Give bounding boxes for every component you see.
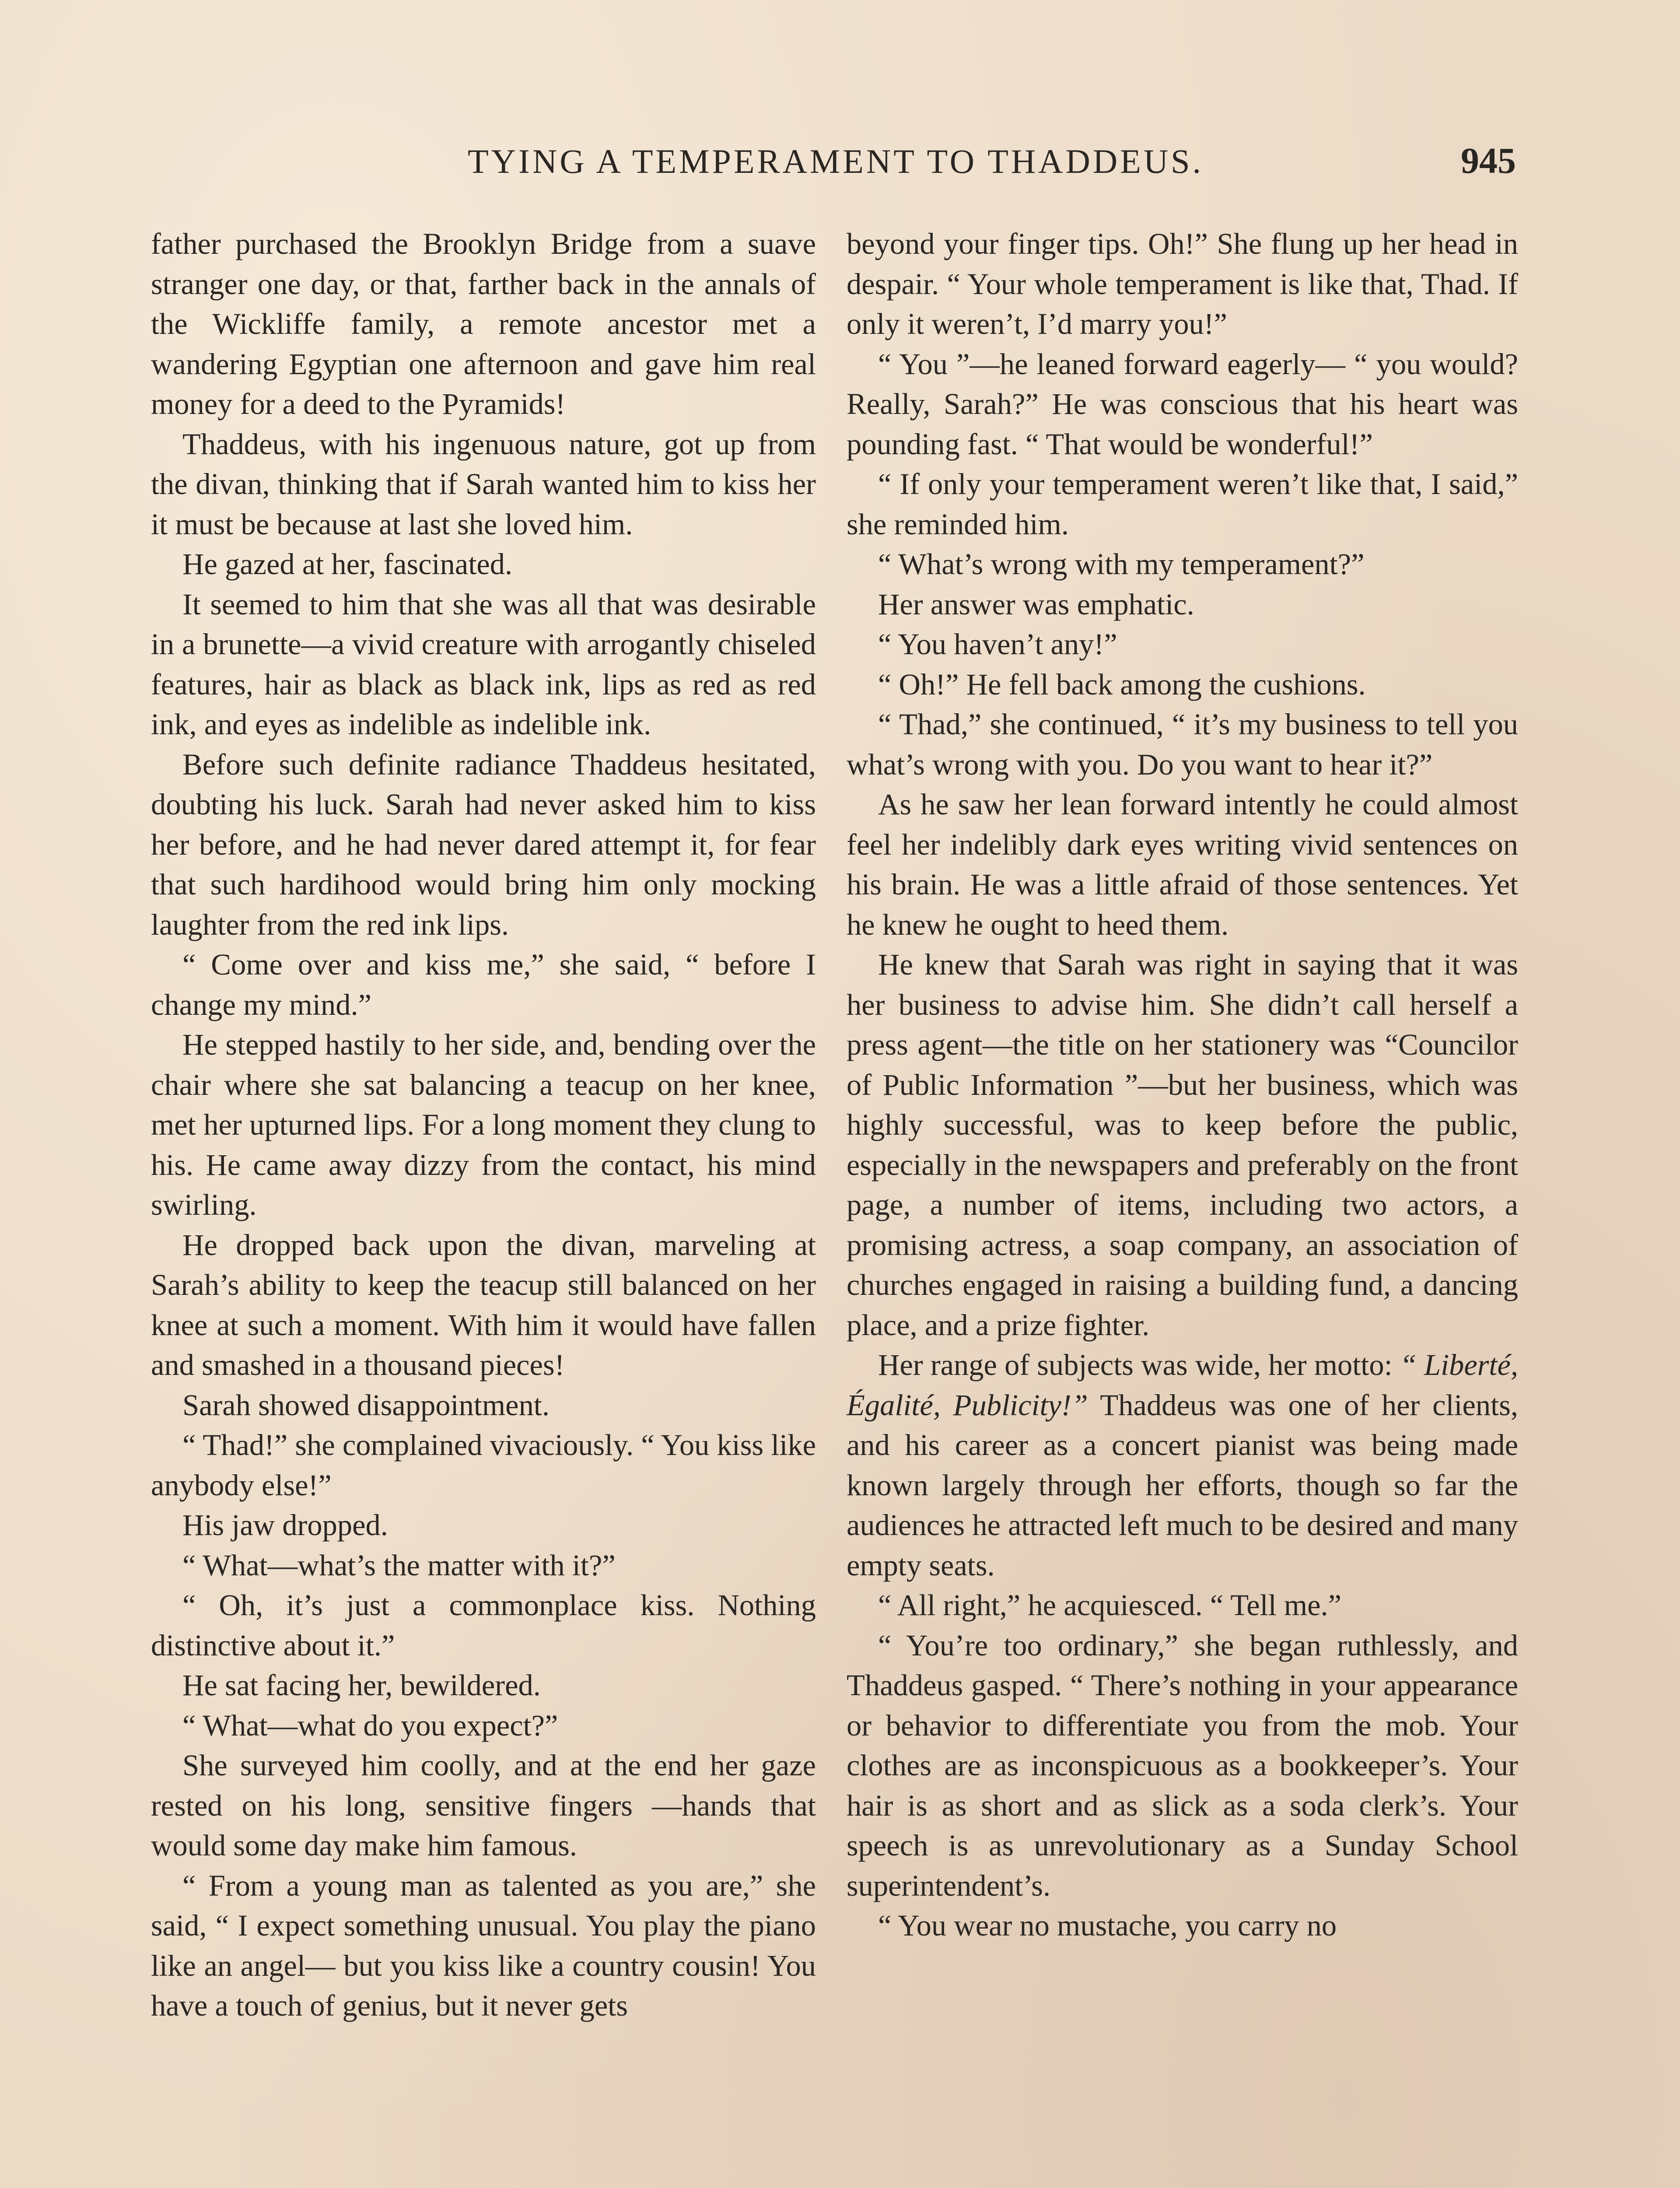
paragraph: “ What’s wrong with my temperament?”	[878, 547, 1365, 581]
paragraph: It seemed to him that she was all that was desirable in a brunette—a vivid creature with arrogantly chiseled features, hair as black as black ink, lips as red as red ink, and eyes as indelible as indelible ink.	[151, 587, 816, 741]
motto-italic: “ Liberté, Égalité, Publicity!”	[847, 1348, 1518, 1422]
paragraph: “ Oh!” He fell back among the cushions.	[878, 667, 1366, 701]
paragraph: “ All right,” he acquiesced. “ Tell me.”	[878, 1588, 1342, 1622]
paragraph: “ You haven’t any!”	[878, 628, 1117, 661]
paragraph: “ You ”—he leaned forward eagerly— “ you would? Really, Sarah?” He was conscious that his heart was pounding fast. “ That would be wonderful!”	[847, 347, 1518, 461]
right-column	[847, 224, 1518, 1946]
paragraph: Thaddeus, with his ingenuous nature, got up from the divan, thinking that if Sarah wanted him to kiss her it must be because at last she loved him.	[151, 427, 816, 541]
paragraph: He gazed at her, fascinated.	[182, 547, 513, 581]
paragraph: He dropped back upon the divan, marveling at Sarah’s ability to keep the teacup still balanced on her knee at such a moment. With him it would have fallen and smashed in a thousand pieces!	[151, 1228, 816, 1382]
paragraph: “ Thad!” she complained vivaciously. “ You kiss like anybody else!”	[151, 1428, 816, 1502]
paragraph: His jaw dropped.	[182, 1508, 388, 1542]
paragraph	[847, 1345, 1518, 1585]
paragraph: “ If only your temperament weren’t like that, I said,” she reminded him.	[847, 467, 1518, 541]
paragraph: She surveyed him coolly, and at the end her gaze rested on his long, sensitive fingers —hands that would some day make him famous.	[151, 1749, 816, 1862]
paragraph: beyond your finger tips. Oh!” She flung up her head in despair. “ Your whole temperament is like that, Thad. If only it weren’t, I’d marry you!”	[847, 227, 1518, 340]
paragraph: He knew that Sarah was right in saying that it was her business to advise him. She didn’t call herself a press agent—the title on her stationery was “Councilor of Public Information ”—but her business, which was highly successful, was to keep before the public, especially in the newspapers and preferably on the front page, a number of items, including two actors, a promising actress, a soap company, an association of churches engaged in raising a building fund, a dancing place, and a prize fighter.	[847, 948, 1518, 1342]
paragraph-text: Thaddeus was one of her clients, and his career as a concert pianist was being made known largely through her efforts, though so far the audiences he attracted left much to be desired and many empty seats.	[847, 1388, 1519, 1582]
paragraph: Her answer was emphatic.	[878, 587, 1194, 621]
page-number: 945	[1461, 140, 1516, 181]
paragraph: “ Thad,” she continued, “ it’s my business to tell you what’s wrong with you. Do you want to hear it?”	[847, 708, 1518, 781]
left-column	[151, 224, 816, 2026]
paragraph: “ What—what’s the matter with it?”	[182, 1548, 616, 1582]
paragraph: He stepped hastily to her side, and, bending over the chair where she sat balancing a teacup on her knee, met her upturned lips. For a long moment they clung to his. He came away dizzy from the contact, his mind swirling.	[151, 1028, 816, 1221]
paragraph: “ What—what do you expect?”	[182, 1708, 558, 1742]
paragraph: “ You wear no mustache, you carry no	[878, 1909, 1337, 1942]
paragraph: Before such definite radiance Thaddeus hesitated, doubting his luck. Sarah had never asked him to kiss her before, and he had never dared attempt it, for fear that such hardihood would bring him only mocking laughter from the red ink lips.	[151, 747, 816, 941]
paragraph: Sarah showed disappointment.	[182, 1388, 550, 1422]
paragraph: “ Come over and kiss me,” she said, “ before I change my mind.”	[151, 948, 816, 1021]
paragraph: “ You’re too ordinary,” she began ruthlessly, and Thaddeus gasped. “ There’s nothing in your appearance or behavior to differentiate you from the mob. Your clothes are as inconspicuous as a bookkeeper’s. Your hair is as short and as slick as a soda clerk’s. Your speech is as unrevolutionary as a Sunday School superintendent’s.	[847, 1628, 1518, 1902]
paragraph-text: Her range of subjects was wide, her motto:	[878, 1348, 1400, 1382]
paragraph: “ From a young man as talented as you are,” she said, “ I expect something unusual. You play the piano like an angel— but you kiss like a country cousin! You have a touch of genius, but it never gets	[151, 1869, 816, 2022]
paragraph: “ Oh, it’s just a commonplace kiss. Nothing distinctive about it.”	[151, 1588, 816, 1662]
running-head: TYING A TEMPERAMENT TO THADDEUS.	[467, 142, 1204, 180]
paragraph: father purchased the Brooklyn Bridge from a suave stranger one day, or that, farther back in the annals of the Wickliffe family, a remote ancestor met a wandering Egyptian one afternoon and gave him real money for a deed to the Pyramids!	[151, 227, 816, 421]
paragraph: As he saw her lean forward intently he could almost feel her indelibly dark eyes writing vivid sentences on his brain. He was a little afraid of those sentences. Yet he knew he ought to heed them.	[847, 788, 1518, 941]
paragraph: He sat facing her, bewildered.	[182, 1669, 541, 1702]
